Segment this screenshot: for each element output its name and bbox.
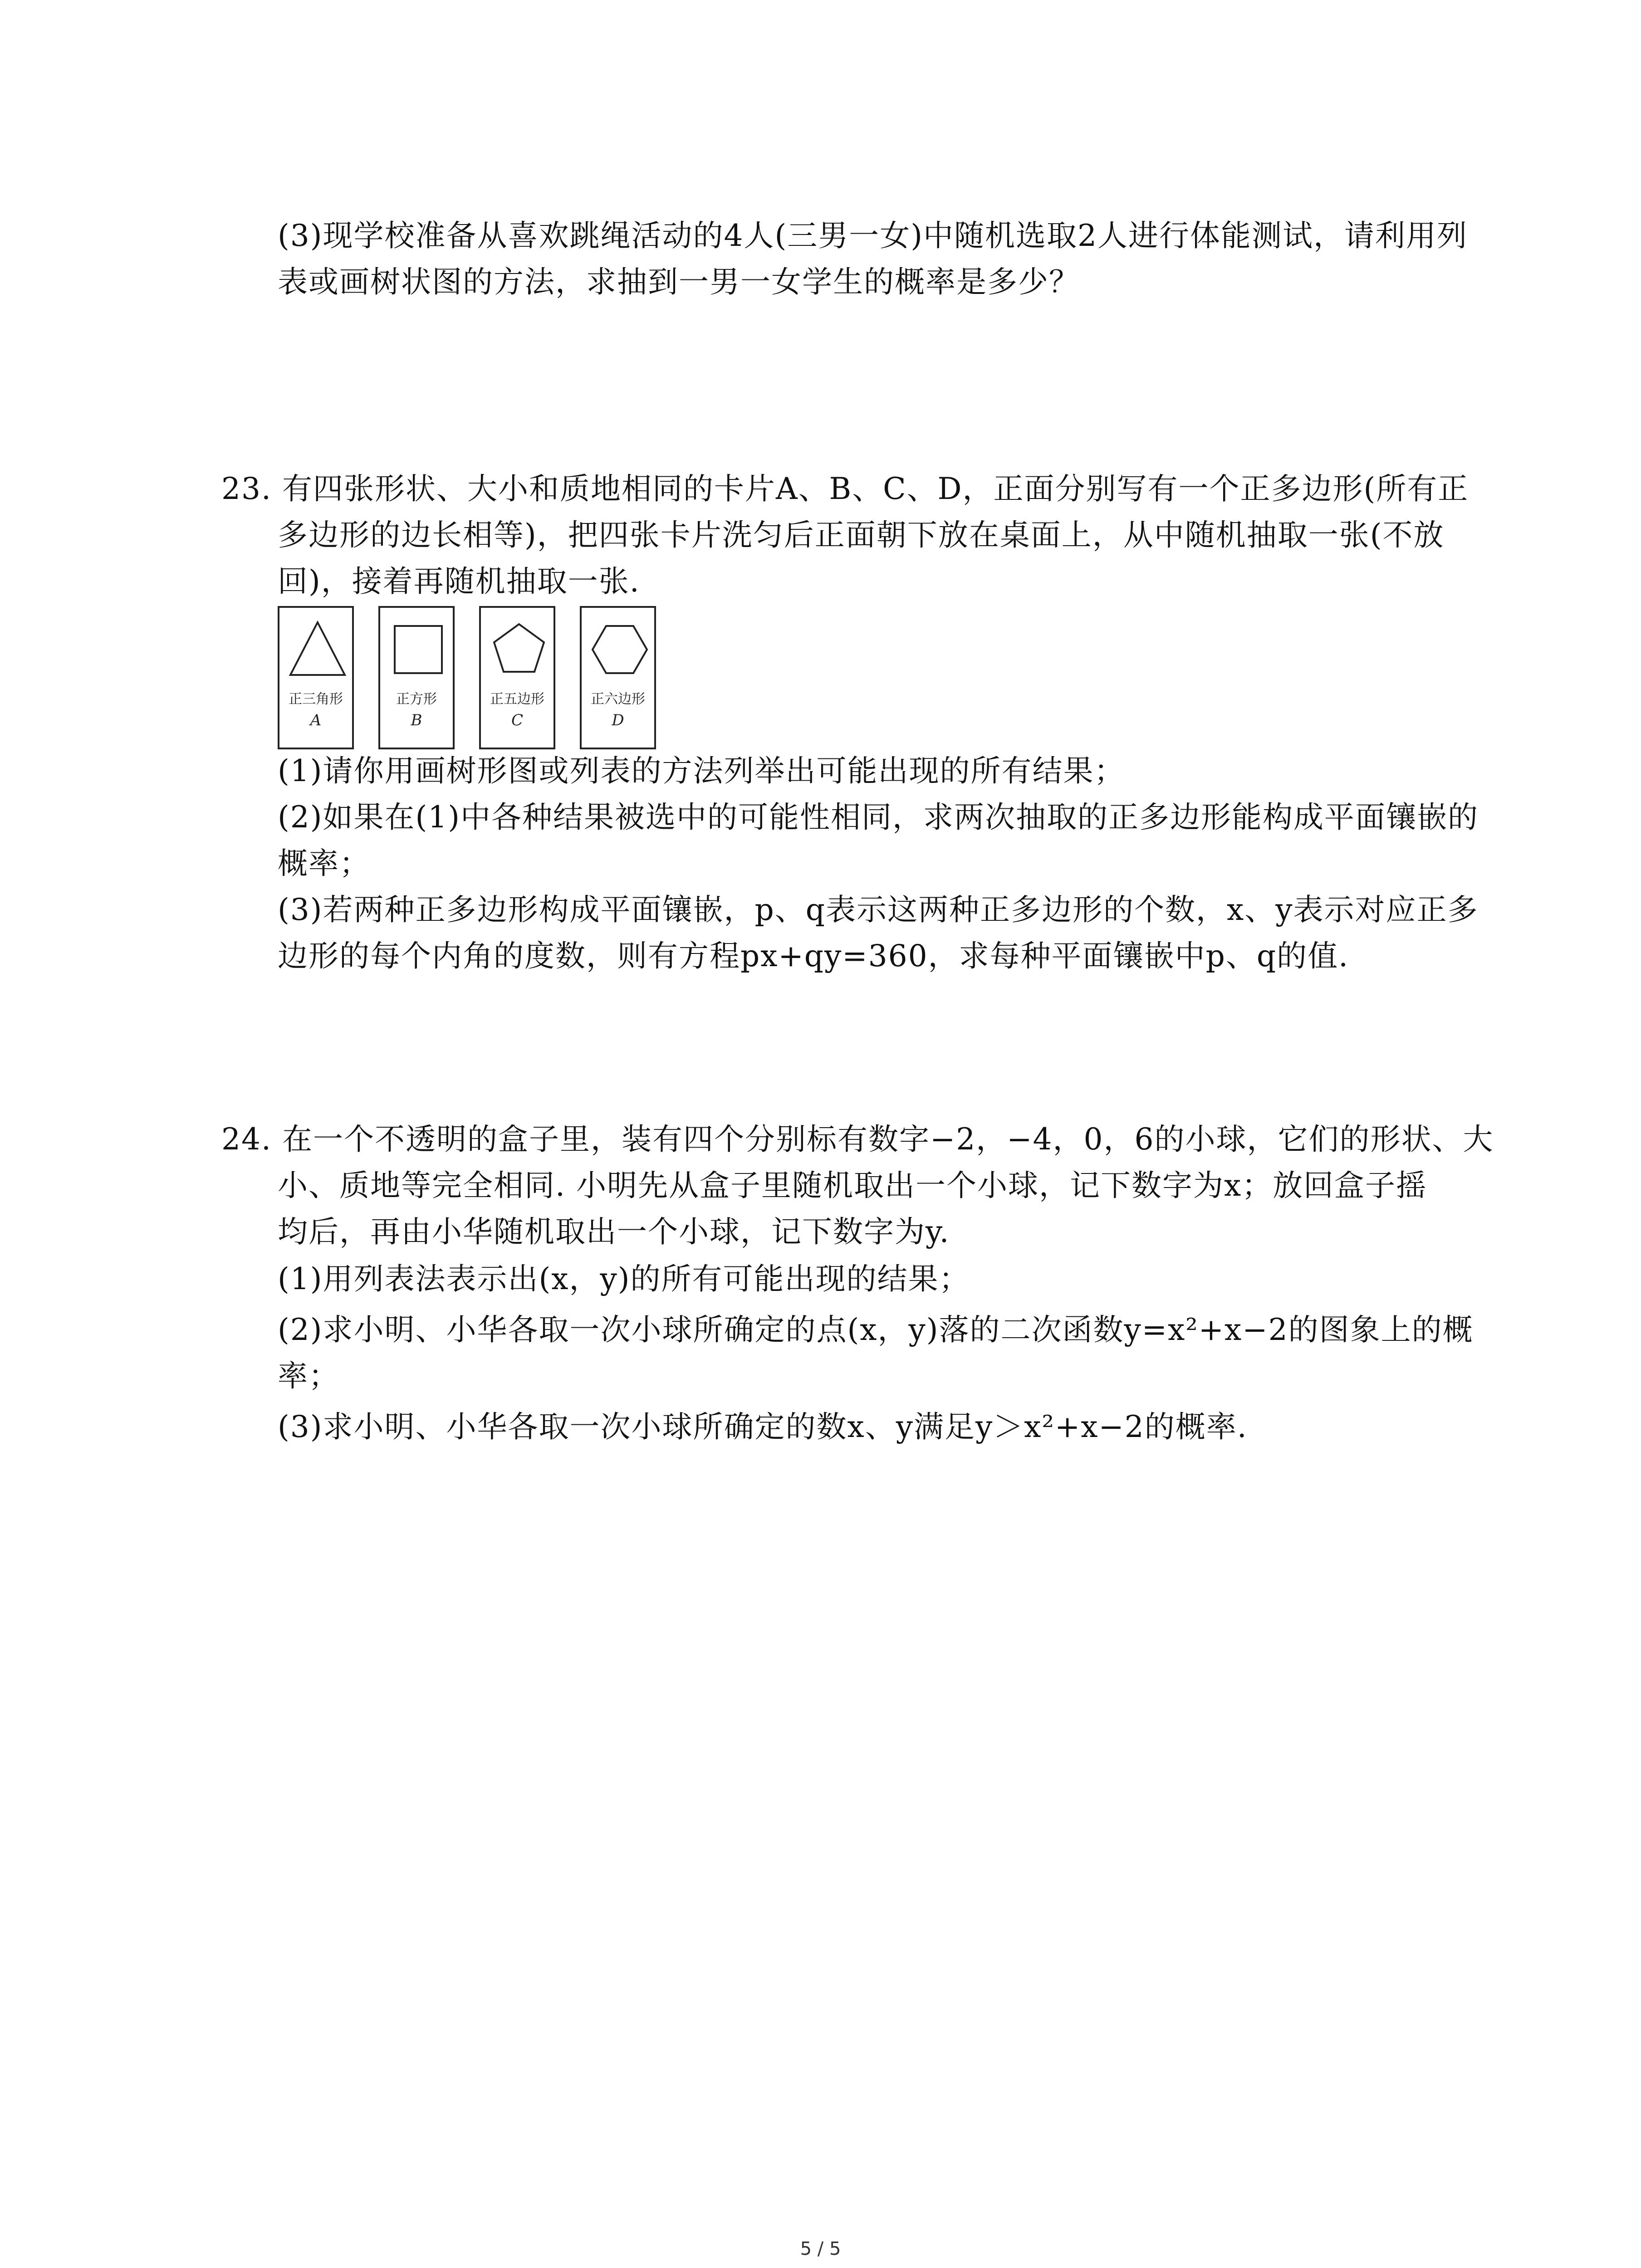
q23-stem-line2: 多边形的边长相等)，把四张卡片洗匀后正面朝下放在桌面上，从中随机抽取一张(不放 [278, 518, 1445, 552]
q23-part3-line1: (3)若两种正多边形构成平面镶嵌，p、q表示这两种正多边形的个数，x、y表示对应正多 [278, 892, 1479, 927]
q24-part1: (1)用列表法表示出(x，y)的所有可能出现的结果； [278, 1261, 970, 1296]
card-a-label: A [310, 711, 322, 729]
q23-part2-line2: 概率； [278, 846, 370, 881]
card-c-name: 正五边形 [490, 691, 544, 707]
q24-part3: (3)求小明、小华各取一次小球所确定的数x、y满足y＞x²+x−2的概率. [278, 1409, 1248, 1444]
card-c-label: C [511, 711, 523, 729]
q23-stem-line3: 回)，接着再随机抽取一张. [278, 564, 640, 599]
card-d-name: 正六边形 [591, 691, 645, 707]
card-b-name: 正方形 [396, 691, 437, 707]
card-b [378, 606, 455, 749]
hexagon-icon [590, 620, 650, 679]
q24-stem-line2: 小、质地等完全相同. 小明先从盒子里随机取出一个小球，记下数字为x；放回盒子摇 [278, 1168, 1427, 1203]
q22-part3-line2: 表或画树状图的方法，求抽到一男一女学生的概率是多少？ [278, 264, 1080, 299]
triangle-icon [288, 620, 348, 679]
card-d-label: D [612, 711, 624, 729]
q22-part3-line1: (3)现学校准备从喜欢跳绳活动的4人(三男一女)中随机选取2人进行体能测试，请利用列 [278, 218, 1468, 253]
q23-part2-line1: (2)如果在(1)中各种结果被选中的可能性相同，求两次抽取的正多边形能构成平面镶嵌的 [278, 800, 1479, 835]
pentagon-icon [489, 620, 549, 679]
q24-part2-line1: (2)求小明、小华各取一次小球所确定的点(x，y)落的二次函数y=x²+x−2的图象上的概 [278, 1312, 1474, 1347]
q24-stem-line3: 均后，再由小华随机取出一个小球，记下数字为y. [278, 1214, 950, 1249]
q23-part1: (1)请你用画树形图或列表的方法列举出可能出现的所有结果； [278, 753, 1125, 788]
q23-part3-line2: 边形的每个内角的度数，则有方程px+qy=360，求每种平面镶嵌中p、q的值. [278, 938, 1349, 973]
card-d [580, 606, 656, 749]
page-number: 5 / 5 [800, 2239, 841, 2259]
polygon-cards [278, 606, 668, 751]
q24-part2-line2: 率； [278, 1359, 339, 1393]
q23-stem-line1: 23. 有四张形状、大小和质地相同的卡片A、B、C、D，正面分别写有一个正多边形(所有正 [221, 471, 1469, 506]
q24-stem-line1: 24. 在一个不透明的盒子里，装有四个分别标有数字−2，−4，0，6的小球，它们的形状、大 [221, 1122, 1494, 1157]
card-c [479, 606, 555, 749]
card-a-name: 正三角形 [289, 691, 343, 707]
card-b-label: B [411, 711, 422, 729]
square-icon [388, 620, 448, 679]
card-a [278, 606, 354, 749]
